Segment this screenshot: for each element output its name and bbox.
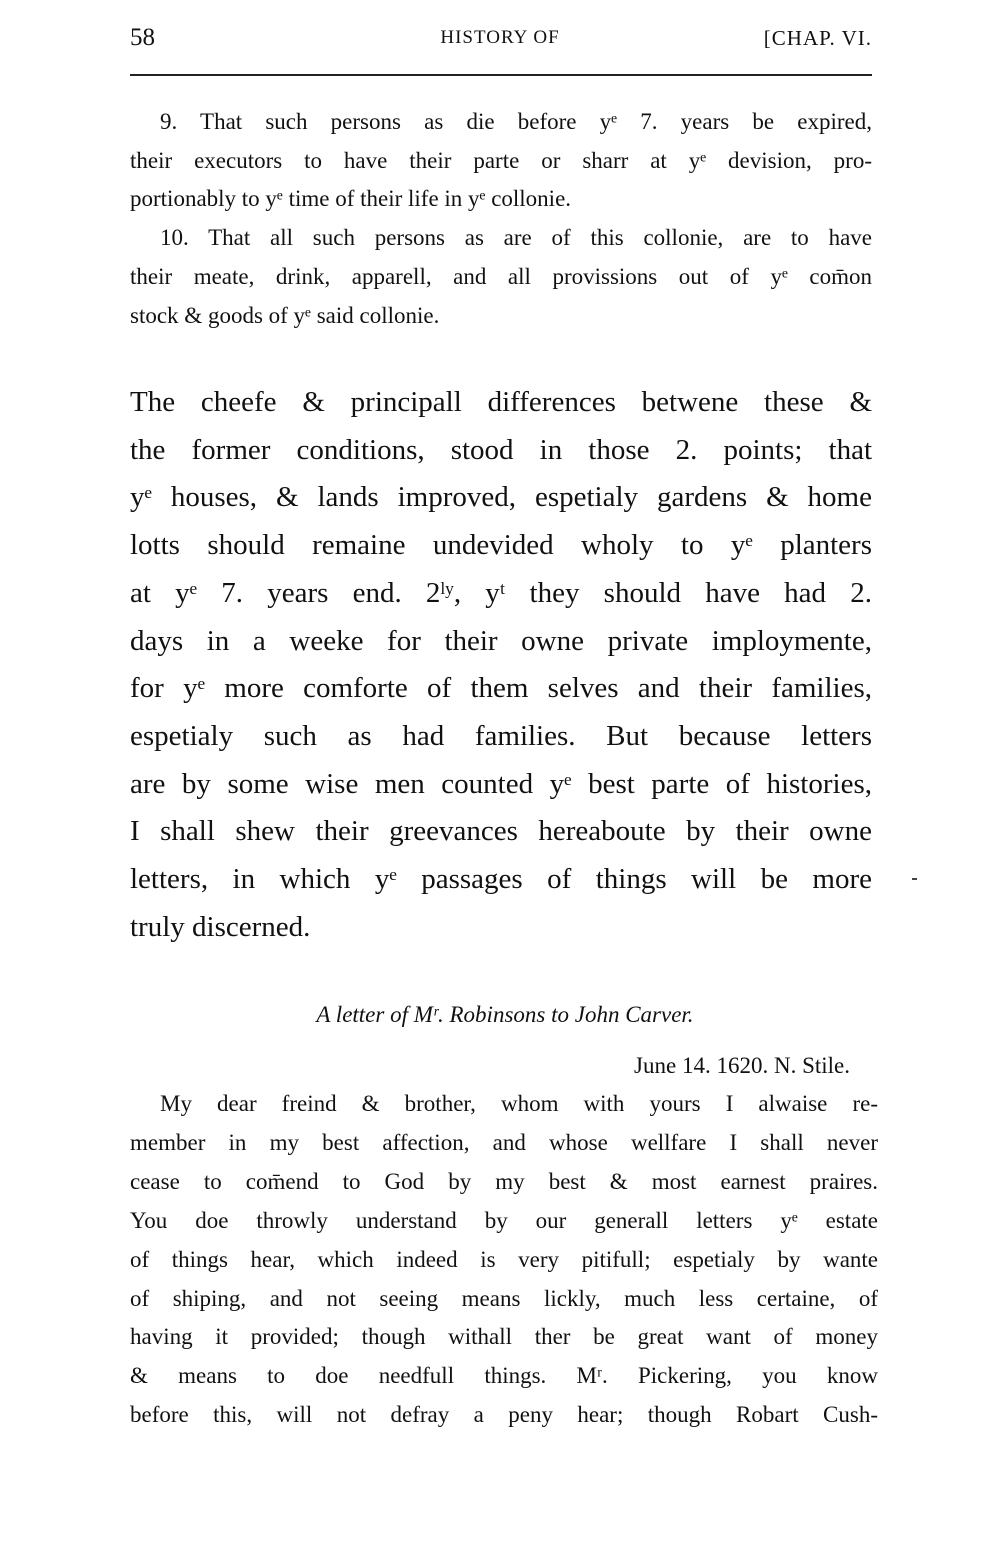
text-line: lotts should remaine undevided wholy to yᵉ planters bbox=[130, 529, 872, 562]
text-line: days in a weeke for their owne private imploymente, bbox=[130, 624, 872, 657]
text-line: 10. That all such persons as are of this collonie, are to have bbox=[160, 225, 872, 251]
narrative-paragraph bbox=[130, 379, 872, 951]
text-line: & means to doe needfull things. Mʳ. Pickering, you know bbox=[130, 1363, 878, 1389]
page-number: 58 bbox=[130, 24, 155, 51]
text-line: yᵉ houses, & lands improved, espetialy gardens & home bbox=[130, 481, 872, 514]
text-line: cease to com̄end to God by my best & most earnest praires. bbox=[130, 1168, 878, 1194]
letter-title: A letter of Mʳ. Robinsons to John Carver. bbox=[316, 1002, 694, 1027]
text-line: You doe throwly understand by our generall letters yᵉ estate bbox=[130, 1207, 878, 1233]
chapter-label: [CHAP. VI. bbox=[763, 26, 872, 50]
text-line: the former conditions, stood in those 2. points; that bbox=[130, 433, 872, 466]
text-line: for yᵉ more comforte of them selves and their families, bbox=[130, 672, 872, 705]
text-line: letters, in which yᵉ passages of things will be more bbox=[130, 863, 872, 896]
text-line: I shall shew their greevances hereaboute by their owne bbox=[130, 815, 872, 848]
letter-body bbox=[130, 1085, 878, 1435]
condition-10 bbox=[130, 219, 872, 335]
text-line: stock & goods of yᵉ said collonie. bbox=[130, 302, 440, 328]
text-line: truly discerned. bbox=[130, 910, 311, 943]
text-line: before this, will not defray a peny hear; though Robart Cush- bbox=[130, 1402, 878, 1428]
text-line: their meate, drink, apparell, and all provissions out of yᵉ com̄on bbox=[130, 263, 872, 289]
text-line: My dear freind & brother, whom with yours I alwaise re- bbox=[160, 1091, 878, 1116]
text-line: of shiping, and not seeing means lickly, much less certaine, of bbox=[130, 1285, 878, 1311]
text-line: are by some wise men counted yᵉ best parte of histories, bbox=[130, 767, 872, 800]
text-line: their executors to have their parte or sharr at yᵉ devision, pro- bbox=[130, 147, 872, 173]
text-line: having it provided; though withall ther be great want of money bbox=[130, 1324, 878, 1350]
header-rule bbox=[130, 74, 872, 76]
text-line: 9. That such persons as die before yᵉ 7. years be expired, bbox=[160, 109, 872, 134]
running-head: HISTORY OF bbox=[440, 27, 560, 48]
conditions-list bbox=[130, 103, 872, 335]
scan-mark bbox=[912, 878, 917, 880]
text-line: at yᵉ 7. years end. 2ˡʸ, yᵗ they should have had 2. bbox=[130, 576, 872, 609]
text-line: member in my best affection, and whose wellfare I shall never bbox=[130, 1129, 878, 1155]
text-line: espetialy such as had families. But because letters bbox=[130, 719, 872, 752]
text-line: portionably to yᵉ time of their life in yᵉ collonie. bbox=[130, 186, 572, 212]
condition-9 bbox=[130, 103, 872, 219]
text-line: of things hear, which indeed is very pitifull; espetialy by wante bbox=[130, 1246, 878, 1272]
letter-date: June 14. 1620. N. Stile. bbox=[634, 1053, 850, 1078]
text-line: The cheefe & principall differences betwene these & bbox=[130, 386, 872, 418]
